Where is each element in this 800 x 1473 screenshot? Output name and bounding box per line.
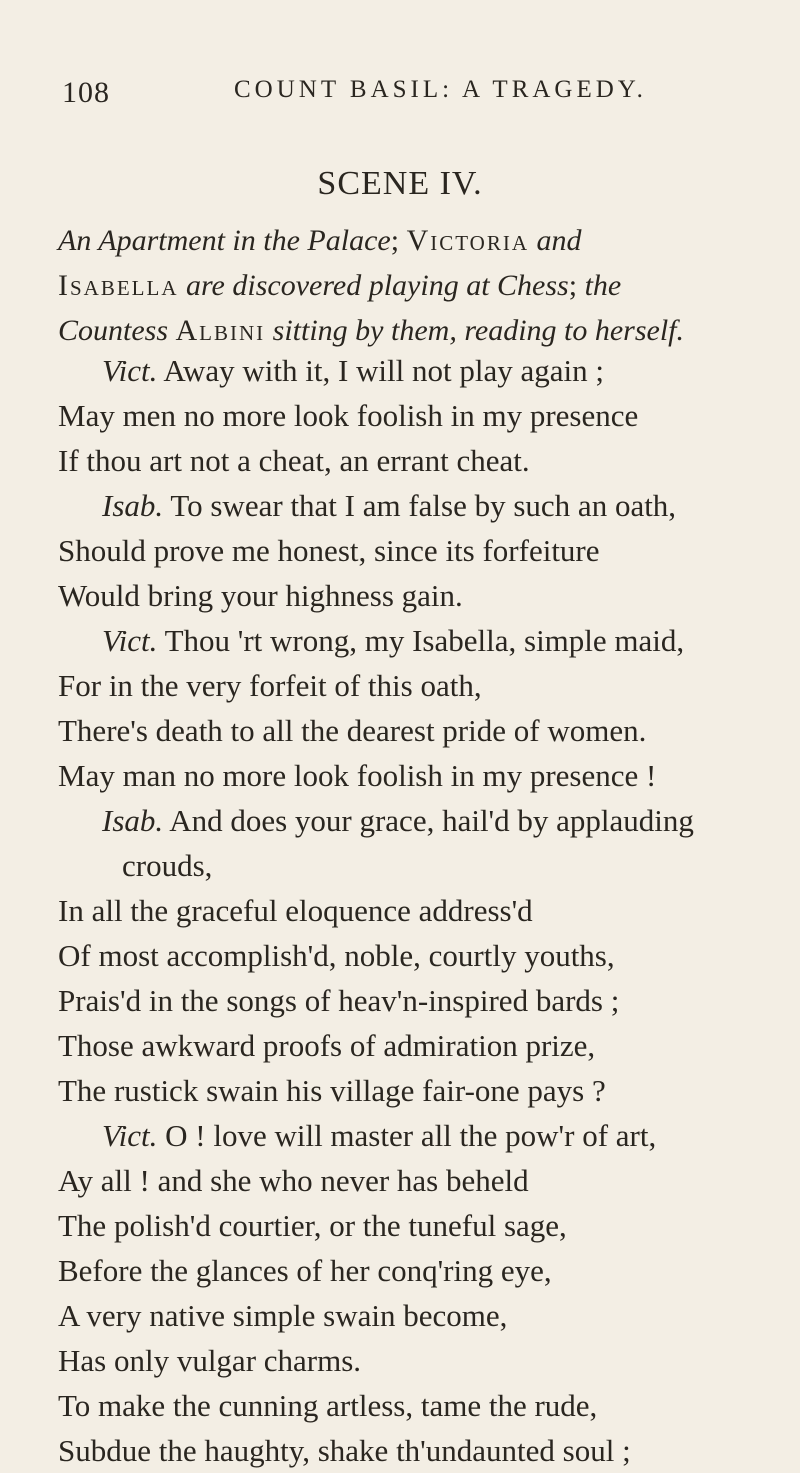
verse-line — [58, 798, 778, 843]
speaker-name: Vict. — [102, 1118, 158, 1153]
verse-text: Of most accomplish'd, noble, courtly youths, — [58, 938, 615, 973]
verse-line — [58, 843, 778, 888]
stage-direction-text: Isabella — [58, 269, 179, 302]
running-title: COUNT BASIL: A TRAGEDY. — [234, 76, 647, 103]
verse-text: And does your grace, hail'd by applauding — [169, 803, 694, 838]
stage-direction — [58, 218, 758, 353]
verse-line — [58, 618, 778, 663]
verse-line — [58, 753, 778, 798]
verse-line — [58, 528, 778, 573]
verse-line — [58, 1293, 778, 1338]
verse-line — [58, 1158, 778, 1203]
verse-text: Subdue the haughty, shake th'undaunted soul ; — [58, 1433, 631, 1468]
verse-line — [58, 1248, 778, 1293]
verse-text: The polish'd courtier, or the tuneful sage, — [58, 1208, 567, 1243]
stage-direction-line — [58, 308, 758, 353]
verse-text: In all the graceful eloquence address'd — [58, 893, 533, 928]
verse-line — [58, 573, 778, 618]
stage-direction-text: An Apartment in the Palace — [58, 224, 391, 257]
speaker-name: Isab. — [102, 803, 164, 838]
verse-line — [58, 888, 778, 933]
verse-line — [58, 393, 778, 438]
stage-direction-text: are discovered playing at Chess — [178, 269, 569, 302]
verse-line — [58, 1203, 778, 1248]
stage-direction-text: Countess — [58, 314, 176, 347]
verse-text: May man no more look foolish in my presence ! — [58, 758, 657, 793]
speaker-name: Vict. — [102, 623, 158, 658]
verse-text: If thou art not a cheat, an errant cheat. — [58, 443, 530, 478]
verse-line — [58, 348, 778, 393]
verse-text: A very native simple swain become, — [58, 1298, 508, 1333]
verse-text: Away with it, I will not play again ; — [163, 353, 604, 388]
verse-text: Before the glances of her conq'ring eye, — [58, 1253, 552, 1288]
stage-direction-text: Victoria — [406, 224, 530, 257]
verse-line — [58, 1023, 778, 1068]
verse-text: May men no more look foolish in my presence — [58, 398, 639, 433]
stage-direction-text: Albini — [175, 314, 266, 347]
verse-line — [58, 978, 778, 1023]
verse-text: Would bring your highness gain. — [58, 578, 463, 613]
verse-text: There's death to all the dearest pride of women. — [58, 713, 647, 748]
verse-line — [58, 1428, 778, 1473]
stage-direction-line — [58, 263, 758, 308]
verse-line — [58, 438, 778, 483]
stage-direction-text: ; — [568, 269, 585, 302]
verse-text: For in the very forfeit of this oath, — [58, 668, 482, 703]
stage-direction-line — [58, 218, 758, 263]
verse-text: The rustick swain his village fair-one pays ? — [58, 1073, 606, 1108]
stage-direction-text: sitting by them, reading to herself. — [265, 314, 685, 347]
verse-text: Should prove me honest, since its forfeiture — [58, 533, 600, 568]
dialogue-verse — [58, 348, 778, 1473]
verse-text: O ! love will master all the pow'r of art, — [165, 1118, 657, 1153]
verse-line — [58, 1068, 778, 1113]
verse-text: To make the cunning artless, tame the rude, — [58, 1388, 598, 1423]
scene-title: SCENE IV. — [317, 165, 483, 202]
speaker-name: Vict. — [102, 353, 158, 388]
verse-line — [58, 1113, 778, 1158]
page-number: 108 — [62, 76, 110, 109]
verse-line — [58, 483, 778, 528]
verse-text: Thou 'rt wrong, my Isabella, simple maid, — [164, 623, 685, 658]
verse-text: To swear that I am false by such an oath, — [170, 488, 677, 523]
stage-direction-text: and — [529, 224, 582, 257]
verse-line — [58, 1383, 778, 1428]
verse-text: Has only vulgar charms. — [58, 1343, 362, 1378]
verse-line — [58, 663, 778, 708]
verse-line — [58, 933, 778, 978]
verse-text: Prais'd in the songs of heav'n-inspired bards ; — [58, 983, 620, 1018]
verse-text: crouds, — [122, 848, 213, 883]
stage-direction-text: ; — [390, 224, 407, 257]
speaker-name: Isab. — [102, 488, 164, 523]
verse-line — [58, 708, 778, 753]
stage-direction-text: the — [584, 269, 622, 302]
page-header — [62, 76, 762, 116]
verse-text: Ay all ! and she who never has beheld — [58, 1163, 529, 1198]
verse-text: Those awkward proofs of admiration prize, — [58, 1028, 596, 1063]
verse-line — [58, 1338, 778, 1383]
